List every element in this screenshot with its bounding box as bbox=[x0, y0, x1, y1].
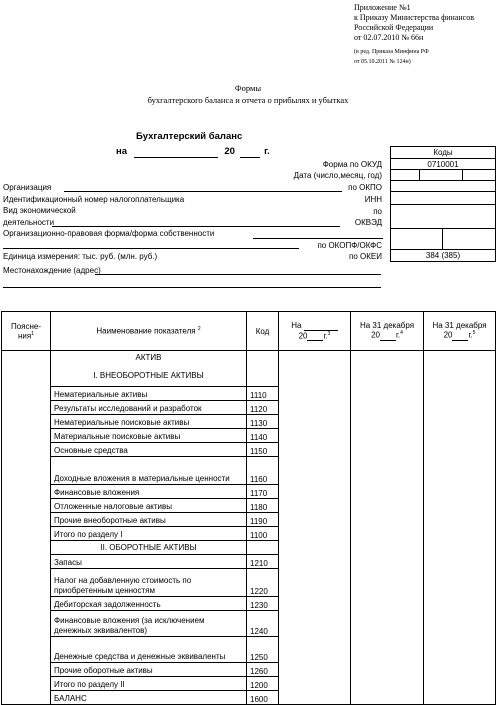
activity-field[interactable] bbox=[52, 226, 340, 227]
value-cell[interactable] bbox=[424, 637, 496, 663]
empty-cell bbox=[2, 541, 51, 555]
notes-cell[interactable] bbox=[2, 555, 51, 569]
value-cell[interactable] bbox=[424, 485, 496, 499]
value-cell[interactable] bbox=[279, 499, 351, 513]
row-name: Дебиторская задолженность bbox=[51, 597, 247, 611]
value-cell[interactable] bbox=[351, 663, 424, 677]
okopf-label: по ОКОПФ/ОКФС bbox=[317, 241, 382, 250]
location-field2[interactable] bbox=[3, 287, 381, 288]
legal-form-field1[interactable] bbox=[253, 238, 383, 239]
okei-value: 384 (385) bbox=[425, 251, 461, 260]
empty-cell bbox=[2, 365, 51, 387]
header-col1: На 20 г.$^3$ bbox=[279, 312, 351, 351]
okved-label2: ОКВЭД bbox=[354, 218, 382, 227]
value-cell[interactable] bbox=[279, 663, 351, 677]
value-cell[interactable] bbox=[424, 555, 496, 569]
row-code: 1170 bbox=[247, 485, 279, 499]
value-cell[interactable] bbox=[279, 415, 351, 429]
header-code: Код bbox=[247, 312, 279, 351]
row-name: Нематериальные активы bbox=[51, 387, 247, 401]
notes-cell[interactable] bbox=[2, 611, 51, 637]
notes-cell[interactable] bbox=[2, 527, 51, 541]
organization-field[interactable] bbox=[64, 191, 342, 192]
activity-label1: Вид экономической bbox=[3, 206, 76, 215]
section-heading: АКТИВ bbox=[51, 351, 247, 365]
value-cell[interactable] bbox=[279, 569, 351, 597]
value-cell[interactable] bbox=[424, 597, 496, 611]
okved-label: по bbox=[373, 207, 382, 216]
empty-cell bbox=[351, 365, 424, 387]
row-name: Прочие внеоборотные активы bbox=[51, 513, 247, 527]
row-code: 1140 bbox=[247, 429, 279, 443]
notes-cell[interactable] bbox=[2, 663, 51, 677]
value-cell[interactable] bbox=[279, 401, 351, 415]
value-cell[interactable] bbox=[279, 597, 351, 611]
year-field[interactable] bbox=[240, 146, 260, 158]
value-cell[interactable] bbox=[279, 555, 351, 569]
row-name: БАЛАНС bbox=[51, 691, 247, 705]
value-cell[interactable] bbox=[351, 527, 424, 541]
value-cell[interactable] bbox=[424, 677, 496, 691]
table-row bbox=[2, 499, 496, 513]
legal-form-label: Организационно-правовая форма/форма собственности bbox=[3, 229, 215, 238]
value-cell[interactable] bbox=[351, 677, 424, 691]
okfs-cell[interactable] bbox=[442, 228, 496, 250]
row-name: Результаты исследований и разработок bbox=[51, 401, 247, 415]
empty-cell bbox=[351, 351, 424, 365]
value-cell[interactable] bbox=[351, 429, 424, 443]
value-cell[interactable] bbox=[279, 429, 351, 443]
inn-cell[interactable] bbox=[390, 191, 496, 205]
row-code: 1250 bbox=[247, 637, 279, 663]
notes-cell[interactable] bbox=[2, 691, 51, 705]
value-cell[interactable] bbox=[279, 691, 351, 705]
row-name: Прочие оборотные активы bbox=[51, 663, 247, 677]
balance-date-line bbox=[116, 146, 270, 158]
value-cell[interactable] bbox=[351, 637, 424, 663]
section2-row bbox=[2, 541, 496, 555]
value-cell[interactable] bbox=[351, 513, 424, 527]
header-col2: На 31 декабря 20 г.$^4$ bbox=[351, 312, 424, 351]
table-row bbox=[2, 513, 496, 527]
value-cell[interactable] bbox=[279, 513, 351, 527]
row-code: 1120 bbox=[247, 401, 279, 415]
activity-label2: деятельности bbox=[3, 218, 55, 227]
empty-cell bbox=[351, 541, 424, 555]
value-cell[interactable] bbox=[351, 415, 424, 429]
balance-table bbox=[1, 311, 496, 705]
empty-cell bbox=[247, 351, 279, 365]
value-cell[interactable] bbox=[424, 569, 496, 597]
appendix-line: от 05.10.2011 № 124н) bbox=[354, 59, 411, 65]
row-code: 1110 bbox=[247, 387, 279, 401]
value-cell[interactable] bbox=[424, 499, 496, 513]
row-code: 1230 bbox=[247, 597, 279, 611]
value-cell[interactable] bbox=[424, 527, 496, 541]
inn-label: ИНН bbox=[364, 195, 382, 204]
header-col3: На 31 декабря 20 г.$^5$ bbox=[424, 312, 496, 351]
notes-cell[interactable] bbox=[2, 443, 51, 457]
empty-cell bbox=[279, 541, 351, 555]
value-cell[interactable] bbox=[424, 611, 496, 637]
okved-cell[interactable] bbox=[390, 204, 496, 229]
value-cell[interactable] bbox=[351, 387, 424, 401]
row-name: Материальные поисковые активы bbox=[51, 429, 247, 443]
value-cell[interactable] bbox=[279, 611, 351, 637]
okpo-label: по ОКПО bbox=[348, 183, 382, 192]
row-code: 1150 bbox=[247, 443, 279, 457]
appendix-line: к Приказу Министерства финансов bbox=[354, 13, 474, 22]
value-cell[interactable] bbox=[424, 387, 496, 401]
row-code: 1200 bbox=[247, 677, 279, 691]
value-cell[interactable] bbox=[279, 637, 351, 663]
empty-cell bbox=[279, 351, 351, 365]
value-cell[interactable] bbox=[424, 443, 496, 457]
notes-cell[interactable] bbox=[2, 597, 51, 611]
value-cell[interactable] bbox=[351, 597, 424, 611]
value-cell[interactable] bbox=[351, 499, 424, 513]
table-row bbox=[2, 663, 496, 677]
year-suffix: г. bbox=[264, 146, 270, 157]
appendix-line: (в ред. Приказа Минфина РФ bbox=[354, 49, 429, 55]
okopf-cell[interactable] bbox=[390, 228, 443, 250]
row-code: 1180 bbox=[247, 499, 279, 513]
value-cell[interactable] bbox=[279, 485, 351, 499]
row-name: Денежные средства и денежные эквиваленты bbox=[51, 637, 247, 663]
value-cell[interactable] bbox=[351, 569, 424, 597]
table-row bbox=[2, 457, 496, 485]
notes-cell[interactable] bbox=[2, 457, 51, 485]
table-row bbox=[2, 387, 496, 401]
value-cell[interactable] bbox=[351, 691, 424, 705]
table-row bbox=[2, 611, 496, 637]
organization-label: Организация bbox=[3, 183, 52, 192]
section1-row bbox=[2, 365, 496, 387]
table-row bbox=[2, 429, 496, 443]
row-code: 1240 bbox=[247, 611, 279, 637]
forms-title-line1: Формы bbox=[234, 83, 262, 93]
table-row bbox=[2, 637, 496, 663]
table-row bbox=[2, 677, 496, 691]
table-row bbox=[2, 401, 496, 415]
row-code: 1600 bbox=[247, 691, 279, 705]
empty-cell bbox=[424, 541, 496, 555]
row-code: 1220 bbox=[247, 569, 279, 597]
empty-cell bbox=[279, 365, 351, 387]
table-header-row bbox=[2, 312, 496, 351]
value-cell[interactable] bbox=[279, 457, 351, 485]
row-code: 1190 bbox=[247, 513, 279, 527]
row-name: Налог на добавленную стоимость по приобретенным ценностям bbox=[51, 569, 247, 597]
value-cell[interactable] bbox=[424, 663, 496, 677]
date-label: Дата (число,месяц, год) bbox=[293, 171, 382, 180]
appendix-line: от 02.07.2010 № 66н bbox=[354, 33, 424, 42]
table-row bbox=[2, 443, 496, 457]
row-name: Доходные вложения в материальные ценности bbox=[51, 457, 247, 485]
section-heading: I. ВНЕОБОРОТНЫЕ АКТИВЫ bbox=[51, 365, 247, 387]
inn-text: Идентификационный номер налогоплательщика bbox=[3, 195, 185, 204]
date-field[interactable] bbox=[134, 146, 218, 158]
notes-cell[interactable] bbox=[2, 677, 51, 691]
table-row bbox=[2, 527, 496, 541]
table-row bbox=[2, 485, 496, 499]
value-cell[interactable] bbox=[424, 429, 496, 443]
header-name: Наименование показателя $^2$ bbox=[51, 312, 247, 351]
row-name: Итого по разделу I bbox=[51, 527, 247, 541]
table-row bbox=[2, 597, 496, 611]
codes-header-label: Коды bbox=[433, 148, 453, 157]
notes-cell[interactable] bbox=[2, 513, 51, 527]
appendix-block bbox=[354, 3, 474, 67]
value-cell[interactable] bbox=[351, 443, 424, 457]
notes-cell[interactable] bbox=[2, 387, 51, 401]
notes-cell[interactable] bbox=[2, 485, 51, 499]
value-cell[interactable] bbox=[424, 401, 496, 415]
notes-cell[interactable] bbox=[2, 569, 51, 597]
empty-cell bbox=[424, 365, 496, 387]
value-cell[interactable] bbox=[351, 457, 424, 485]
on-label: на bbox=[116, 146, 128, 157]
table-row bbox=[2, 691, 496, 705]
empty-cell bbox=[247, 365, 279, 387]
row-code: 1160 bbox=[247, 457, 279, 485]
value-cell[interactable] bbox=[424, 513, 496, 527]
okei-label: по ОКЕИ bbox=[349, 252, 382, 261]
table-row bbox=[2, 415, 496, 429]
row-name: Основные средства bbox=[51, 443, 247, 457]
forms-title-line2: бухгалтерского баланса и отчета о прибылях и убытках bbox=[147, 95, 349, 105]
value-cell[interactable] bbox=[351, 611, 424, 637]
value-cell[interactable] bbox=[351, 485, 424, 499]
table-row bbox=[2, 569, 496, 597]
value-cell[interactable] bbox=[279, 527, 351, 541]
okei-cell bbox=[390, 249, 496, 262]
row-name: Итого по разделу II bbox=[51, 677, 247, 691]
notes-cell[interactable] bbox=[2, 415, 51, 429]
year-prefix: 20 bbox=[224, 146, 235, 157]
notes-cell[interactable] bbox=[2, 401, 51, 415]
header-notes: Поясне-ния$^1$ bbox=[2, 312, 51, 351]
row-code: 1260 bbox=[247, 663, 279, 677]
row-code: 1100 bbox=[247, 527, 279, 541]
row-name: Нематериальные поисковые активы bbox=[51, 415, 247, 429]
value-cell[interactable] bbox=[279, 387, 351, 401]
row-name: Отложенные налоговые активы bbox=[51, 499, 247, 513]
empty-cell bbox=[2, 351, 51, 365]
value-cell[interactable] bbox=[351, 401, 424, 415]
appendix-line: Приложение №1 bbox=[354, 3, 411, 12]
value-cell[interactable] bbox=[424, 457, 496, 485]
okud-label: Форма по ОКУД bbox=[322, 160, 382, 169]
row-name: Запасы bbox=[51, 555, 247, 569]
value-cell[interactable] bbox=[424, 415, 496, 429]
section-heading: II. ОБОРОТНЫЕ АКТИВЫ bbox=[51, 541, 247, 555]
unit-label: Единица измерения: тыс. руб. (млн. руб.) bbox=[3, 252, 158, 261]
okud-value: 0710001 bbox=[427, 160, 459, 169]
empty-cell bbox=[247, 541, 279, 555]
location-field1[interactable] bbox=[95, 274, 381, 275]
row-code: 1210 bbox=[247, 555, 279, 569]
table-row bbox=[2, 555, 496, 569]
empty-cell bbox=[424, 351, 496, 365]
value-cell[interactable] bbox=[279, 443, 351, 457]
notes-cell[interactable] bbox=[2, 499, 51, 513]
legal-form-field2[interactable] bbox=[3, 248, 299, 249]
value-cell[interactable] bbox=[279, 677, 351, 691]
notes-cell[interactable] bbox=[2, 429, 51, 443]
notes-cell[interactable] bbox=[2, 637, 51, 663]
forms-title bbox=[0, 82, 496, 106]
section-assets-row bbox=[2, 351, 496, 365]
row-code: 1130 bbox=[247, 415, 279, 429]
location-label: Местонахождение (адрес) bbox=[3, 266, 101, 275]
balance-title: Бухгалтерский баланс bbox=[136, 131, 243, 142]
row-name: Финансовые вложения bbox=[51, 485, 247, 499]
value-cell[interactable] bbox=[424, 691, 496, 705]
row-name: Финансовые вложения (за исключением денежных эквивалентов) bbox=[51, 611, 247, 637]
appendix-line: Российской Федерации bbox=[354, 23, 434, 32]
value-cell[interactable] bbox=[351, 555, 424, 569]
